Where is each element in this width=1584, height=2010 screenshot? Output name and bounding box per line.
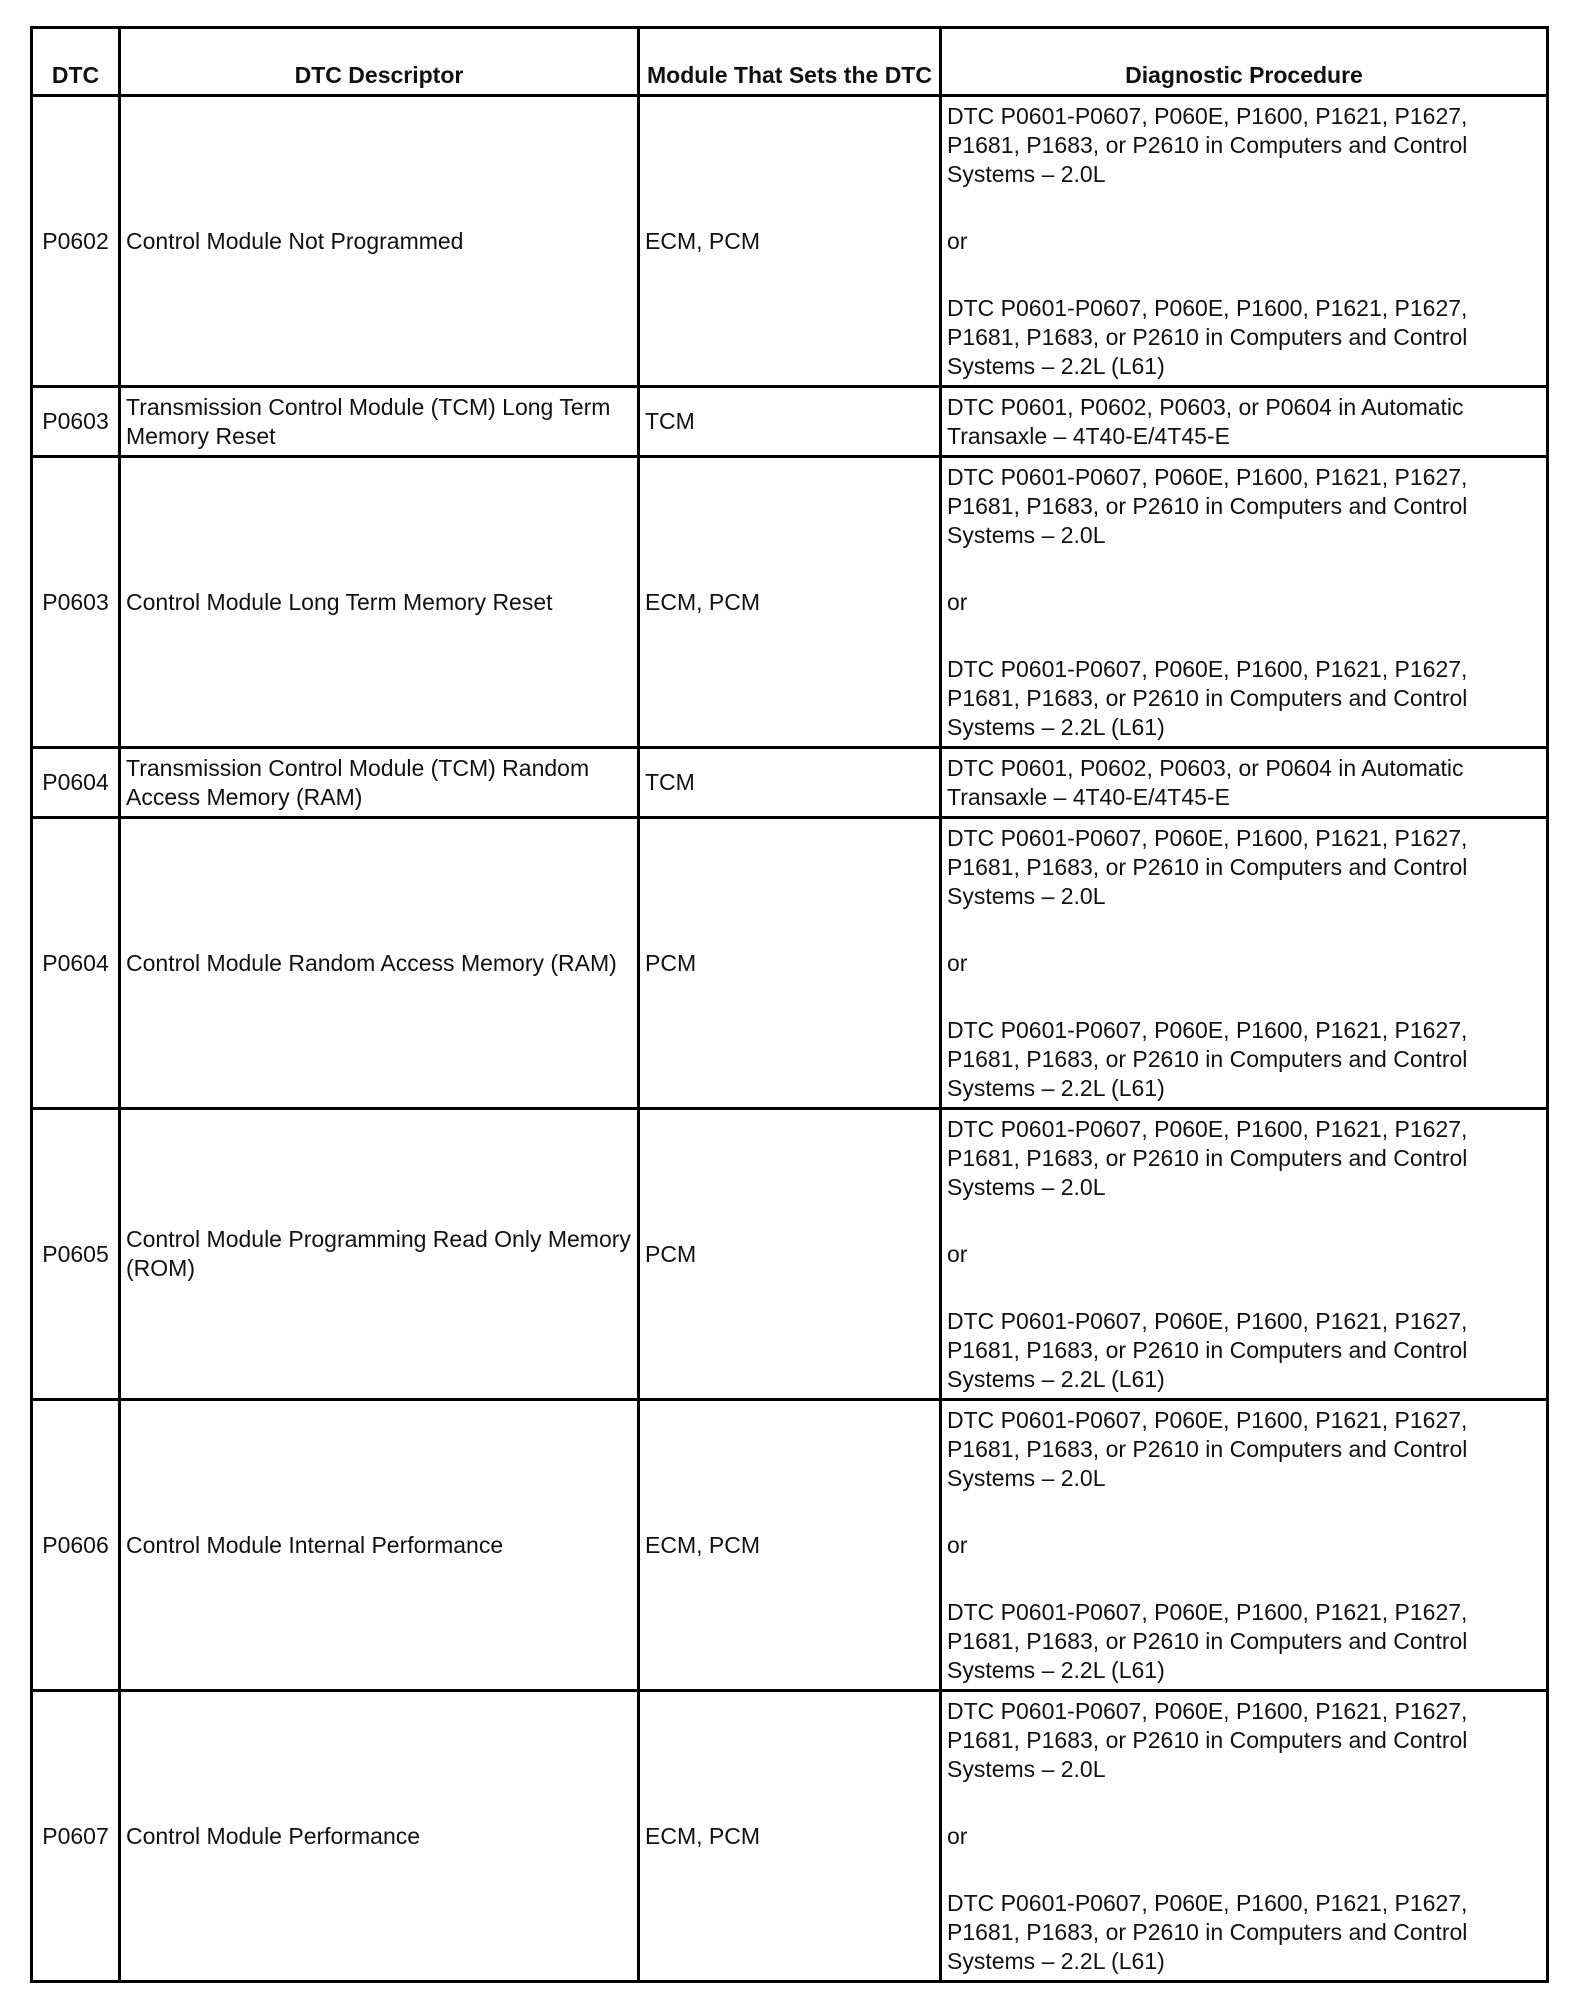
procedure-link[interactable]: DTC P0601-P0607, P060E, P1600, P1621, P1627, P1681, P1683, or P2610 in Computers and Control Systems – 2.0L	[947, 824, 1468, 909]
header-module: Module That Sets the DTC	[639, 28, 941, 96]
procedure-link[interactable]: DTC P0601-P0607, P060E, P1600, P1621, P1627, P1681, P1683, or P2610 in Computers and Control Systems – 2.2L (L61)	[947, 1889, 1468, 1974]
module-name: PCM	[639, 1109, 941, 1400]
module-name: TCM	[639, 748, 941, 818]
table-header	[32, 28, 1548, 96]
diagnostic-procedure	[941, 748, 1548, 818]
procedure-link[interactable]: DTC P0601-P0607, P060E, P1600, P1621, P1627, P1681, P1683, or P2610 in Computers and Control Systems – 2.0L	[947, 102, 1468, 187]
procedure-or: or	[947, 1822, 968, 1849]
diagnostic-procedure	[941, 1691, 1548, 1982]
diagnostic-procedure	[941, 387, 1548, 457]
module-name: ECM, PCM	[639, 457, 941, 748]
procedure-or: or	[947, 949, 968, 976]
module-name: ECM, PCM	[639, 1691, 941, 1982]
dtc-descriptor: Transmission Control Module (TCM) Random Access Memory (RAM)	[120, 748, 639, 818]
dtc-code: P0602	[32, 96, 120, 387]
procedure-link[interactable]: DTC P0601-P0607, P060E, P1600, P1621, P1627, P1681, P1683, or P2610 in Computers and Control Systems – 2.2L (L61)	[947, 1598, 1468, 1683]
table-row	[32, 1109, 1548, 1400]
dtc-descriptor: Control Module Not Programmed	[120, 96, 639, 387]
table-body	[32, 96, 1548, 1982]
table-row	[32, 818, 1548, 1109]
header-diagnostic-procedure: Diagnostic Procedure	[941, 28, 1548, 96]
dtc-code: P0604	[32, 748, 120, 818]
diagnostic-procedure	[941, 818, 1548, 1109]
procedure-or: or	[947, 227, 968, 254]
dtc-code: P0606	[32, 1400, 120, 1691]
module-name: ECM, PCM	[639, 1400, 941, 1691]
procedure-or: or	[947, 1240, 968, 1267]
header-dtc: DTC	[32, 28, 120, 96]
procedure-link[interactable]: DTC P0601-P0607, P060E, P1600, P1621, P1627, P1681, P1683, or P2610 in Computers and Control Systems – 2.2L (L61)	[947, 655, 1468, 740]
procedure-or: or	[947, 1531, 968, 1558]
procedure-link[interactable]: DTC P0601-P0607, P060E, P1600, P1621, P1627, P1681, P1683, or P2610 in Computers and Control Systems – 2.0L	[947, 1115, 1468, 1200]
diagnostic-procedure	[941, 1109, 1548, 1400]
dtc-descriptor: Control Module Random Access Memory (RAM)	[120, 818, 639, 1109]
table-row	[32, 1691, 1548, 1982]
dtc-code: P0603	[32, 387, 120, 457]
procedure-link[interactable]: DTC P0601-P0607, P060E, P1600, P1621, P1627, P1681, P1683, or P2610 in Computers and Control Systems – 2.2L (L61)	[947, 1307, 1468, 1392]
procedure-link[interactable]: DTC P0601-P0607, P060E, P1600, P1621, P1627, P1681, P1683, or P2610 in Computers and Control Systems – 2.0L	[947, 1406, 1468, 1491]
header-row	[32, 28, 1548, 96]
module-name: PCM	[639, 818, 941, 1109]
diagnostic-procedure	[941, 457, 1548, 748]
dtc-descriptor: Control Module Long Term Memory Reset	[120, 457, 639, 748]
procedure-link[interactable]: DTC P0601-P0607, P060E, P1600, P1621, P1627, P1681, P1683, or P2610 in Computers and Control Systems – 2.0L	[947, 463, 1468, 548]
dtc-descriptor: Transmission Control Module (TCM) Long Term Memory Reset	[120, 387, 639, 457]
procedure-or: or	[947, 588, 968, 615]
diagnostic-procedure	[941, 1400, 1548, 1691]
dtc-descriptor: Control Module Programming Read Only Memory (ROM)	[120, 1109, 639, 1400]
dtc-descriptor: Control Module Internal Performance	[120, 1400, 639, 1691]
table-row	[32, 96, 1548, 387]
dtc-code: P0603	[32, 457, 120, 748]
table-row	[32, 1400, 1548, 1691]
dtc-code: P0605	[32, 1109, 120, 1400]
procedure-link[interactable]: DTC P0601-P0607, P060E, P1600, P1621, P1627, P1681, P1683, or P2610 in Computers and Control Systems – 2.0L	[947, 1697, 1468, 1782]
table-row	[32, 387, 1548, 457]
dtc-table	[30, 26, 1549, 1983]
table-row	[32, 457, 1548, 748]
procedure-link[interactable]: DTC P0601-P0607, P060E, P1600, P1621, P1627, P1681, P1683, or P2610 in Computers and Control Systems – 2.2L (L61)	[947, 1016, 1468, 1101]
module-name: TCM	[639, 387, 941, 457]
table-row	[32, 748, 1548, 818]
dtc-code: P0607	[32, 1691, 120, 1982]
dtc-code: P0604	[32, 818, 120, 1109]
procedure-link[interactable]: DTC P0601-P0607, P060E, P1600, P1621, P1627, P1681, P1683, or P2610 in Computers and Control Systems – 2.2L (L61)	[947, 294, 1468, 379]
module-name: ECM, PCM	[639, 96, 941, 387]
dtc-descriptor: Control Module Performance	[120, 1691, 639, 1982]
header-dtc-descriptor: DTC Descriptor	[120, 28, 639, 96]
diagnostic-procedure	[941, 96, 1548, 387]
procedure-link[interactable]: DTC P0601, P0602, P0603, or P0604 in Automatic Transaxle – 4T40-E/4T45-E	[947, 393, 1464, 449]
procedure-link[interactable]: DTC P0601, P0602, P0603, or P0604 in Automatic Transaxle – 4T40-E/4T45-E	[947, 754, 1464, 810]
